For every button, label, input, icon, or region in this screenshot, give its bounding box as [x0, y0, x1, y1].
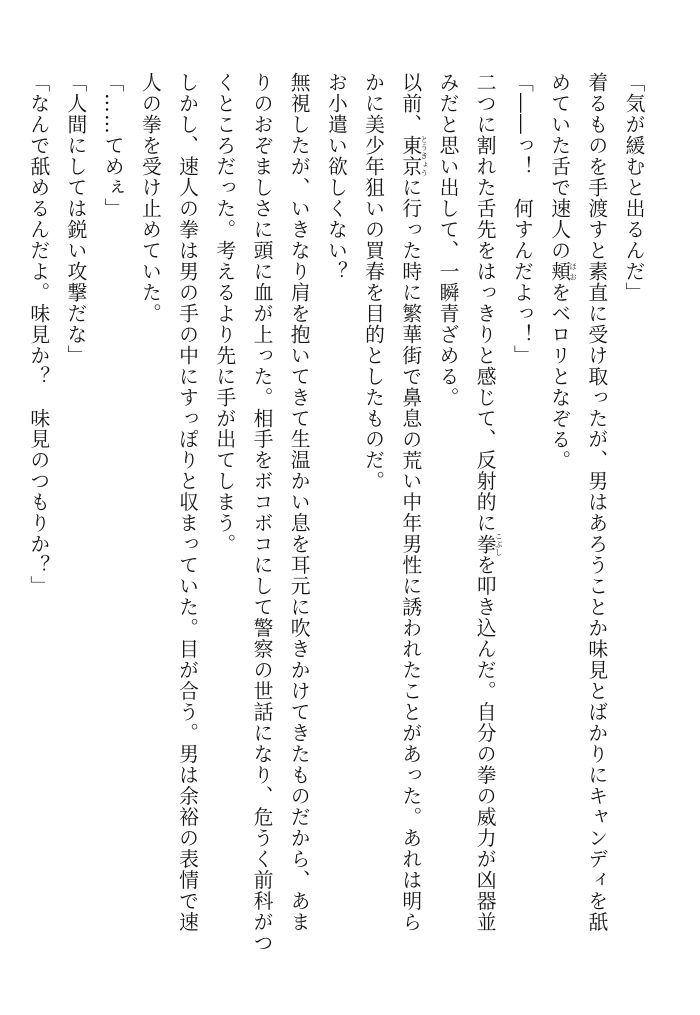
text-segment: 以前、 — [398, 72, 422, 135]
ruby-word — [398, 134, 429, 177]
ruby-base: 拳 — [473, 532, 497, 557]
text-line — [466, 72, 503, 952]
text-segment: をベロリとなぞる。 — [547, 281, 571, 471]
text-line — [392, 72, 429, 952]
text-segment: 二つに割れた舌先をはっきりと感じて、反射的に — [473, 72, 497, 534]
ruby-reading: こぶし — [494, 532, 504, 557]
text-line: 人の拳を受け止めていた。 — [138, 72, 162, 324]
text-segment: を叩き込んだ。自分の拳の威力が凶器並 — [473, 554, 497, 933]
text-line: お小遣い欲しくない？ — [324, 72, 348, 282]
text-line — [540, 72, 577, 952]
text-line: 無視したが、いきなり肩を抱いてきて生温かい息を耳元に吹きかけてきたものだから、あま — [287, 72, 311, 933]
vertical-text-body — [20, 72, 652, 952]
text-segment: めていた舌で速人の — [547, 72, 571, 261]
ruby-reading: ほお — [568, 260, 578, 282]
text-segment: に行った時に繁華街で鼻息の荒い中年男性に誘われたことがあった。あれは明ら — [398, 176, 422, 933]
text-line: くところだった。考えるより先に手が出てしまう。 — [212, 72, 236, 555]
ruby-base: 東京 — [398, 134, 422, 177]
text-line: 「――っ！ 何すんだよっ！」 — [510, 72, 534, 366]
ruby-base: 頬 — [547, 260, 571, 282]
text-line: 「……てめぇ」 — [101, 72, 125, 219]
text-line: しかし、速人の拳は男の手の中にすっぽりと収まっていた。目が合う。男は余裕の表情で速 — [175, 72, 199, 933]
text-line: りのおぞましさに頭に血が上った。相手をボコボコにして警察の世話になり、危うく前科がつ — [249, 72, 273, 954]
ruby-word — [473, 532, 504, 557]
ruby-word — [547, 260, 578, 282]
text-line: 「気が緩むと出るんだ」 — [622, 72, 645, 303]
text-line: みだと思い出して、一瞬青ざめる。 — [435, 72, 459, 408]
ruby-reading: とうきょう — [419, 134, 429, 177]
text-line: 着るものを手渡すと素直に受け取ったが、男はあろうことか味見とばかりにキャンディを舐 — [584, 72, 608, 933]
text-line: 「なんで舐めるんだよ。味見か？ 味見のつもりか？」 — [26, 72, 50, 597]
text-line: 「人間にしては鋭い攻撃だな」 — [63, 72, 87, 366]
text-line: かに美少年狙いの買春を目的としたものだ。 — [361, 72, 385, 492]
